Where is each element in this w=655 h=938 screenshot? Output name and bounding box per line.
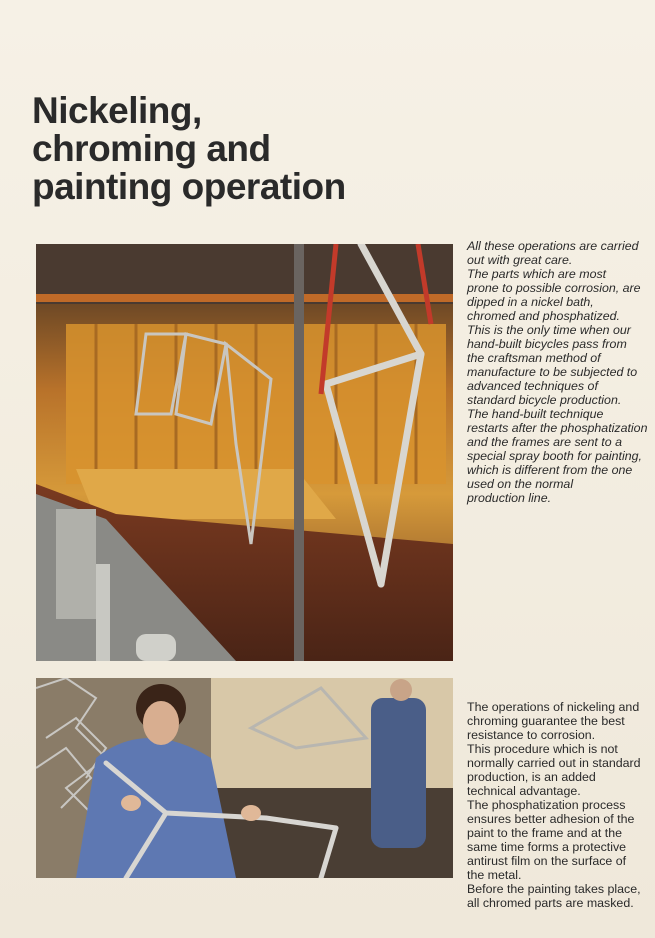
caption-plating-line: advanced techniques of bbox=[467, 379, 598, 393]
caption-plating bbox=[467, 239, 649, 505]
title-line-1: Nickeling, bbox=[32, 90, 202, 131]
caption-plating-line: out with great care. bbox=[467, 253, 573, 267]
caption-corrosion-line: normally carried out in standard bbox=[467, 756, 641, 770]
caption-corrosion-line: The operations of nickeling and bbox=[467, 700, 640, 714]
caption-corrosion-line: paint to the frame and at the bbox=[467, 826, 622, 840]
caption-plating-line: dipped in a nickel bath, bbox=[467, 295, 594, 309]
caption-corrosion-line: antirust film on the surface of bbox=[467, 854, 627, 868]
caption-plating-line: The parts which are most bbox=[467, 267, 607, 281]
caption-corrosion-line: production, is an added bbox=[467, 770, 596, 784]
plating-bath-photo bbox=[36, 244, 453, 661]
title-line-2: chroming and bbox=[32, 128, 271, 169]
caption-corrosion-line: This procedure which is not bbox=[467, 742, 618, 756]
caption-plating-line: used on the normal bbox=[467, 477, 574, 491]
caption-plating-line: The hand-built technique bbox=[467, 407, 604, 421]
caption-plating-line: special spray booth for painting, bbox=[467, 449, 642, 463]
caption-plating-line: restarts after the phosphatization bbox=[467, 421, 648, 435]
plating-bath-illustration bbox=[36, 244, 453, 661]
caption-corrosion-line: ensures better adhesion of the bbox=[467, 812, 635, 826]
title-line-3: painting operation bbox=[32, 166, 346, 207]
caption-corrosion-line: the metal. bbox=[467, 868, 522, 882]
caption-corrosion-line: chroming guarantee the best bbox=[467, 714, 625, 728]
caption-corrosion-line: The phosphatization process bbox=[467, 798, 626, 812]
caption-corrosion bbox=[467, 700, 649, 910]
caption-plating-line: and the frames are sent to a bbox=[467, 435, 622, 449]
caption-corrosion-line: all chromed parts are masked. bbox=[467, 896, 634, 910]
caption-plating-line: chromed and phosphatized. bbox=[467, 309, 620, 323]
caption-plating-line: This is the only time when our bbox=[467, 323, 631, 337]
caption-plating-line: production line. bbox=[467, 491, 552, 505]
caption-plating-line: standard bicycle production. bbox=[467, 393, 622, 407]
caption-plating-line: prone to possible corrosion, are bbox=[467, 281, 641, 295]
craftsman-illustration bbox=[36, 678, 453, 878]
caption-corrosion-line: Before the painting takes place, bbox=[467, 882, 641, 896]
caption-plating-line: All these operations are carried bbox=[467, 239, 639, 253]
caption-corrosion-line: resistance to corrosion. bbox=[467, 728, 596, 742]
caption-plating-line: hand-built bicycles pass from bbox=[467, 337, 627, 351]
caption-plating-line: which is different from the one bbox=[467, 463, 633, 477]
page-title bbox=[32, 92, 432, 206]
craftsman-photo bbox=[36, 678, 453, 878]
caption-corrosion-line: same time forms a protective bbox=[467, 840, 627, 854]
caption-plating-line: manufacture to be subjected to bbox=[467, 365, 638, 379]
caption-corrosion-line: technical advantage. bbox=[467, 784, 581, 798]
caption-plating-line: the craftsman method of bbox=[467, 351, 601, 365]
